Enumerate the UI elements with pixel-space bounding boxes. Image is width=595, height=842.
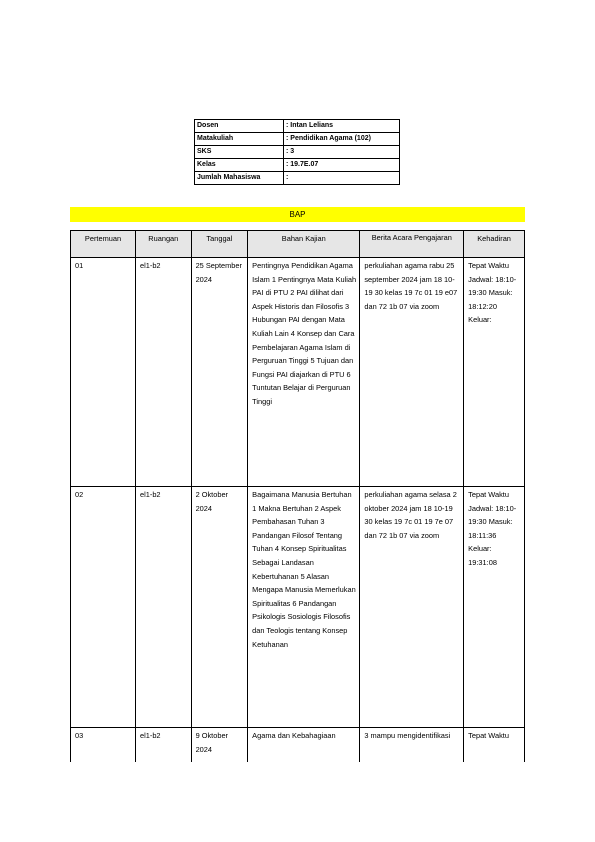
cell-kehadiran: Tepat Waktu Jadwal: 18:10-19:30 Masuk: 18:11:36 Keluar: 19:31:08 bbox=[464, 487, 525, 728]
header-kehadiran: Kehadiran bbox=[464, 231, 525, 258]
bap-table bbox=[70, 230, 525, 762]
info-row-matakuliah bbox=[195, 133, 400, 146]
cell-berita-acara: perkuliahan agama rabu 25 september 2024 jam 18 10-19 30 kelas 19 7c 01 19 e07 dan 72 1b 07 via zoom bbox=[360, 258, 464, 487]
cell-kehadiran: Tepat Waktu bbox=[464, 728, 525, 762]
info-label: Matakuliah bbox=[195, 133, 284, 146]
table-row bbox=[71, 728, 525, 762]
info-value: : 3 bbox=[284, 146, 400, 159]
info-row-sks bbox=[195, 146, 400, 159]
info-label: Jumlah Mahasiswa bbox=[195, 172, 284, 185]
bap-table-container bbox=[70, 230, 525, 762]
info-value: : Intan Lelians bbox=[284, 120, 400, 133]
info-value: : Pendidikan Agama (102) bbox=[284, 133, 400, 146]
cell-kehadiran: Tepat Waktu Jadwal: 18:10-19:30 Masuk: 18:12:20 Keluar: bbox=[464, 258, 525, 487]
cell-tanggal: 9 Oktober 2024 bbox=[191, 728, 248, 762]
info-value: : bbox=[284, 172, 400, 185]
header-bahan-kajian: Bahan Kajian bbox=[248, 231, 360, 258]
info-row-jumlah-mahasiswa bbox=[195, 172, 400, 185]
cell-tanggal: 2 Oktober 2024 bbox=[191, 487, 248, 728]
info-value: : 19.7E.07 bbox=[284, 159, 400, 172]
cell-pertemuan: 01 bbox=[71, 258, 136, 487]
cell-ruangan: el1-b2 bbox=[136, 258, 192, 487]
cell-bahan-kajian: Agama dan Kebahagiaan bbox=[248, 728, 360, 762]
cell-pertemuan: 03 bbox=[71, 728, 136, 762]
header-tanggal: Tanggal bbox=[191, 231, 248, 258]
bap-title-bar: BAP bbox=[70, 207, 525, 222]
info-row-dosen bbox=[195, 120, 400, 133]
header-ruangan: Ruangan bbox=[136, 231, 192, 258]
cell-berita-acara: 3 mampu mengidentifikasi bbox=[360, 728, 464, 762]
table-row bbox=[71, 258, 525, 487]
cell-ruangan: el1-b2 bbox=[136, 487, 192, 728]
cell-tanggal: 25 September 2024 bbox=[191, 258, 248, 487]
info-label: Kelas bbox=[195, 159, 284, 172]
cell-pertemuan: 02 bbox=[71, 487, 136, 728]
cell-bahan-kajian: Bagaimana Manusia Bertuhan 1 Makna Bertuhan 2 Aspek Pembahasan Tuhan 3 Pandangan Filosof Tentang Tuhan 4 Konsep Spiritualitas Sebagai Landasan Kebertuhanan 5 Alasan Mengapa Manusia Memerlukan Spiritualitas 6 Pandangan Psikologis Sosiologis Filosofis dan Teologis tentang Konsep Ketuhanan bbox=[248, 487, 360, 728]
info-row-kelas bbox=[195, 159, 400, 172]
cell-berita-acara: perkuliahan agama selasa 2 oktober 2024 jam 18 10-19 30 kelas 19 7c 01 19 7e 07 dan 72 1b 07 via zoom bbox=[360, 487, 464, 728]
info-label: Dosen bbox=[195, 120, 284, 133]
header-pertemuan: Pertemuan bbox=[71, 231, 136, 258]
course-info-table bbox=[194, 119, 400, 185]
table-header-row bbox=[71, 231, 525, 258]
header-berita-acara: Berita Acara Pengajaran bbox=[360, 231, 464, 258]
cell-ruangan: el1-b2 bbox=[136, 728, 192, 762]
table-row bbox=[71, 487, 525, 728]
info-label: SKS bbox=[195, 146, 284, 159]
cell-bahan-kajian: Pentingnya Pendidikan Agama Islam 1 Pentingnya Mata Kuliah PAI di PTU 2 PAI dilihat dari Aspek Historis dan Filosofis 3 Hubungan PAI dengan Mata Kuliah Lain 4 Konsep dan Cara Pembelajaran Agama Islam di Perguruan Tinggi 5 Tujuan dan Fungsi PAI diajarkan di PTU 6 Tuntutan Belajar di Perguruan Tinggi bbox=[248, 258, 360, 487]
